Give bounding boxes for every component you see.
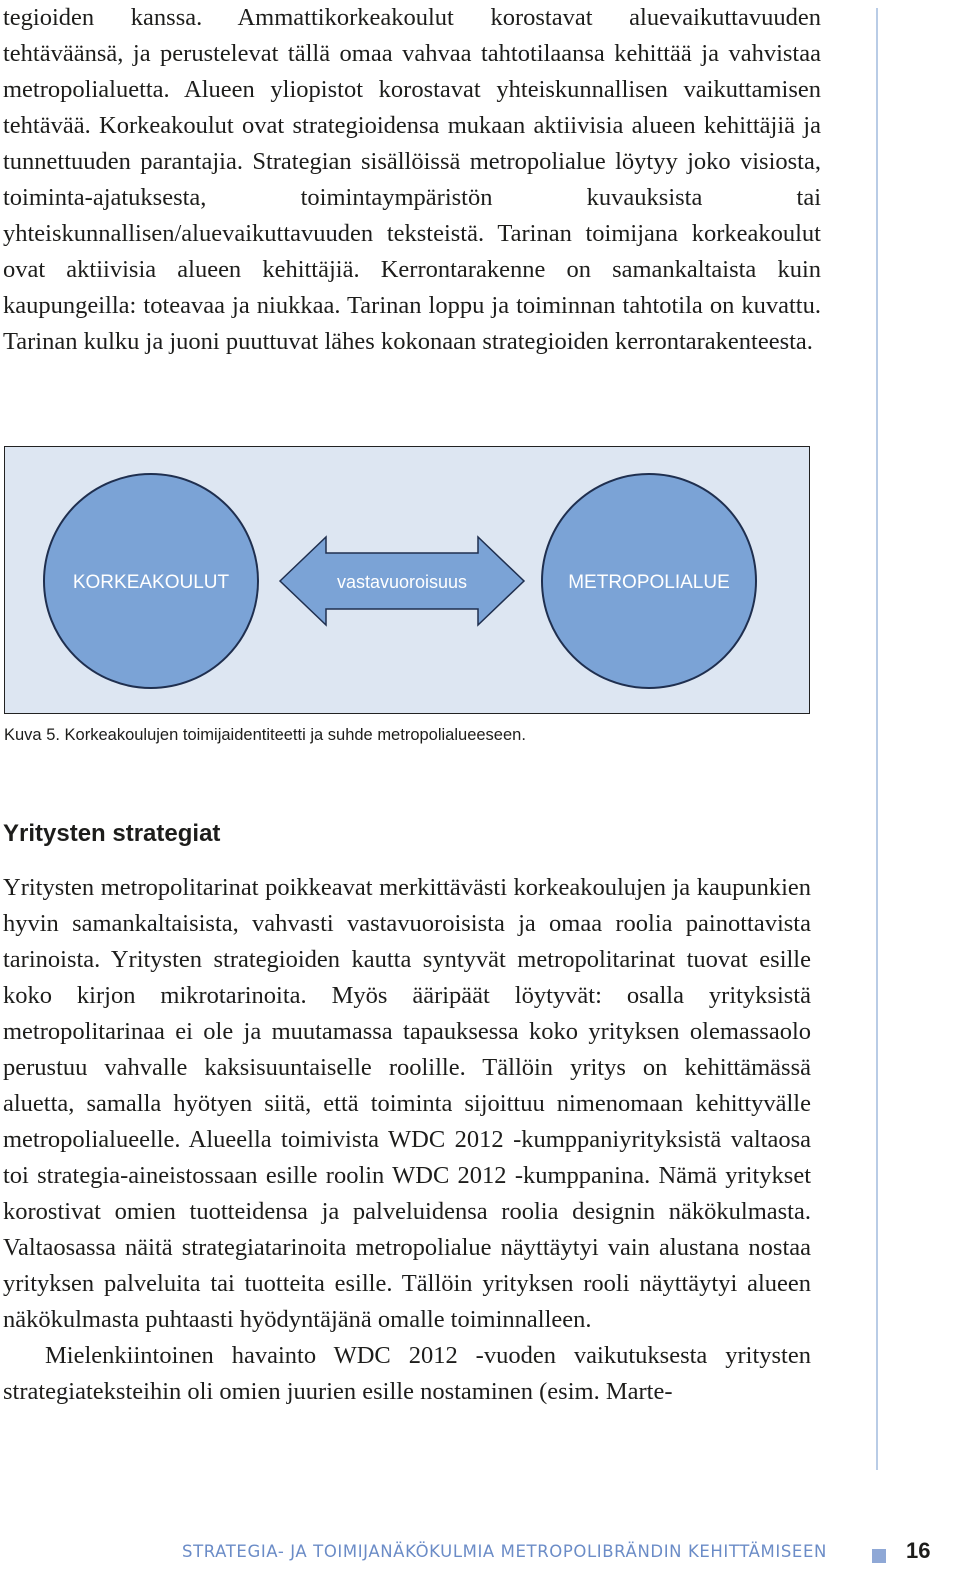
- label-korkeakoulut: KORKEAKOULUT: [72, 572, 230, 593]
- section-heading: Yritysten strategiat: [3, 820, 221, 847]
- body-section-text: [3, 870, 811, 1410]
- figure-diagram: [4, 446, 810, 714]
- label-metropolialue: METROPOLIALUE: [568, 572, 730, 593]
- margin-rule: [876, 8, 878, 1470]
- page-number: 16: [906, 1538, 931, 1563]
- body-paragraph-2: Mielenkiintoinen havainto WDC 2012 -vuoden vaikutuksesta yritysten strategiateksteihin oli omien juurien esille nostaminen (esim. Marte-: [3, 1342, 811, 1405]
- page-footer: [182, 1540, 942, 1570]
- body-paragraph-1: Yritysten metropolitarinat poikkeavat merkittävästi korkeakoulujen ja kaupunkien hyvin samankaltaisista, vahvasti vastavuoroisista ja omaa roolia painottavista tarinoista. Yritysten strategioiden kautta syntyvät metropolitarinat tuovat esille koko kirjon mikrotarinoita. Myös ääripäät löytyvät: osalla yrityksistä metropolitarinaa ei ole ja muutamassa tapauksessa koko yrityksen olemassaolo perustuu vahvalle kaksisuuntaiselle roolille. Tällöin yritys on kehittämässä aluetta, samalla hyötyen siitä, että toiminta sijoittuu nimenomaan kehittyvälle metropolialueelle. Alueella toimivista WDC 2012 -kumppaniyrityksistä valtaosa toi strategia-aineistossaan esille roolin WDC 2012 -kumppanina. Nämä yritykset korostivat omien tuotteidensa ja palveluidensa roolia designin näkökulmasta. Valtaosassa näitä strategiatarinoita metropolialue näyttäytyi vain alustana nostaa yrityksen palveluita tai tuotteita esille. Tällöin yrityksen rooli näyttäytyi alueen näkökulmasta puhtaasti hyödyntäjänä omalle toiminnalleen.: [3, 874, 811, 1333]
- footer-title: STRATEGIA- JA TOIMIJANÄKÖKULMIA METROPOLIBRÄNDIN KEHITTÄMISEEN: [182, 1542, 827, 1561]
- label-vastavuoroisuus: vastavuoroisuus: [336, 572, 468, 592]
- diagram-canvas: [5, 447, 811, 715]
- figure-caption: Kuva 5. Korkeakoulujen toimijaidentiteetti ja suhde metropolialueeseen.: [4, 726, 526, 744]
- footer-square-icon: [872, 1549, 886, 1563]
- body-paragraph-top: tegioiden kanssa. Ammattikorkeakoulut korostavat aluevaikuttavuuden tehtäväänsä, ja perustelevat tällä omaa vahvaa tahtotilaansa kehittää ja vahvistaa metropolialuetta. Alueen yliopistot korostavat yhteiskunnallisen vaikuttamisen tehtävää. Korkeakoulut ovat strategioidensa mukaan aktiivisia alueen kehittäjiä ja tunnettuuden parantajia. Strategian sisällöissä metropolialue löytyy joko visiosta, toiminta-ajatuksesta, toimintaympäristön kuvauksista tai yhteiskunnallisen/aluevaikuttavuuden teksteistä. Tarinan toimijana korkeakoulut ovat aktiivisia alueen kehittäjiä. Kerrontarakenne on samankaltaista kuin kaupungeilla: toteavaa ja niukkaa. Tarinan loppu ja toiminnan tahtotila on kuvattu. Tarinan kulku ja juoni puuttuvat lähes kokonaan strategioiden kerrontarakenteesta.: [3, 4, 821, 355]
